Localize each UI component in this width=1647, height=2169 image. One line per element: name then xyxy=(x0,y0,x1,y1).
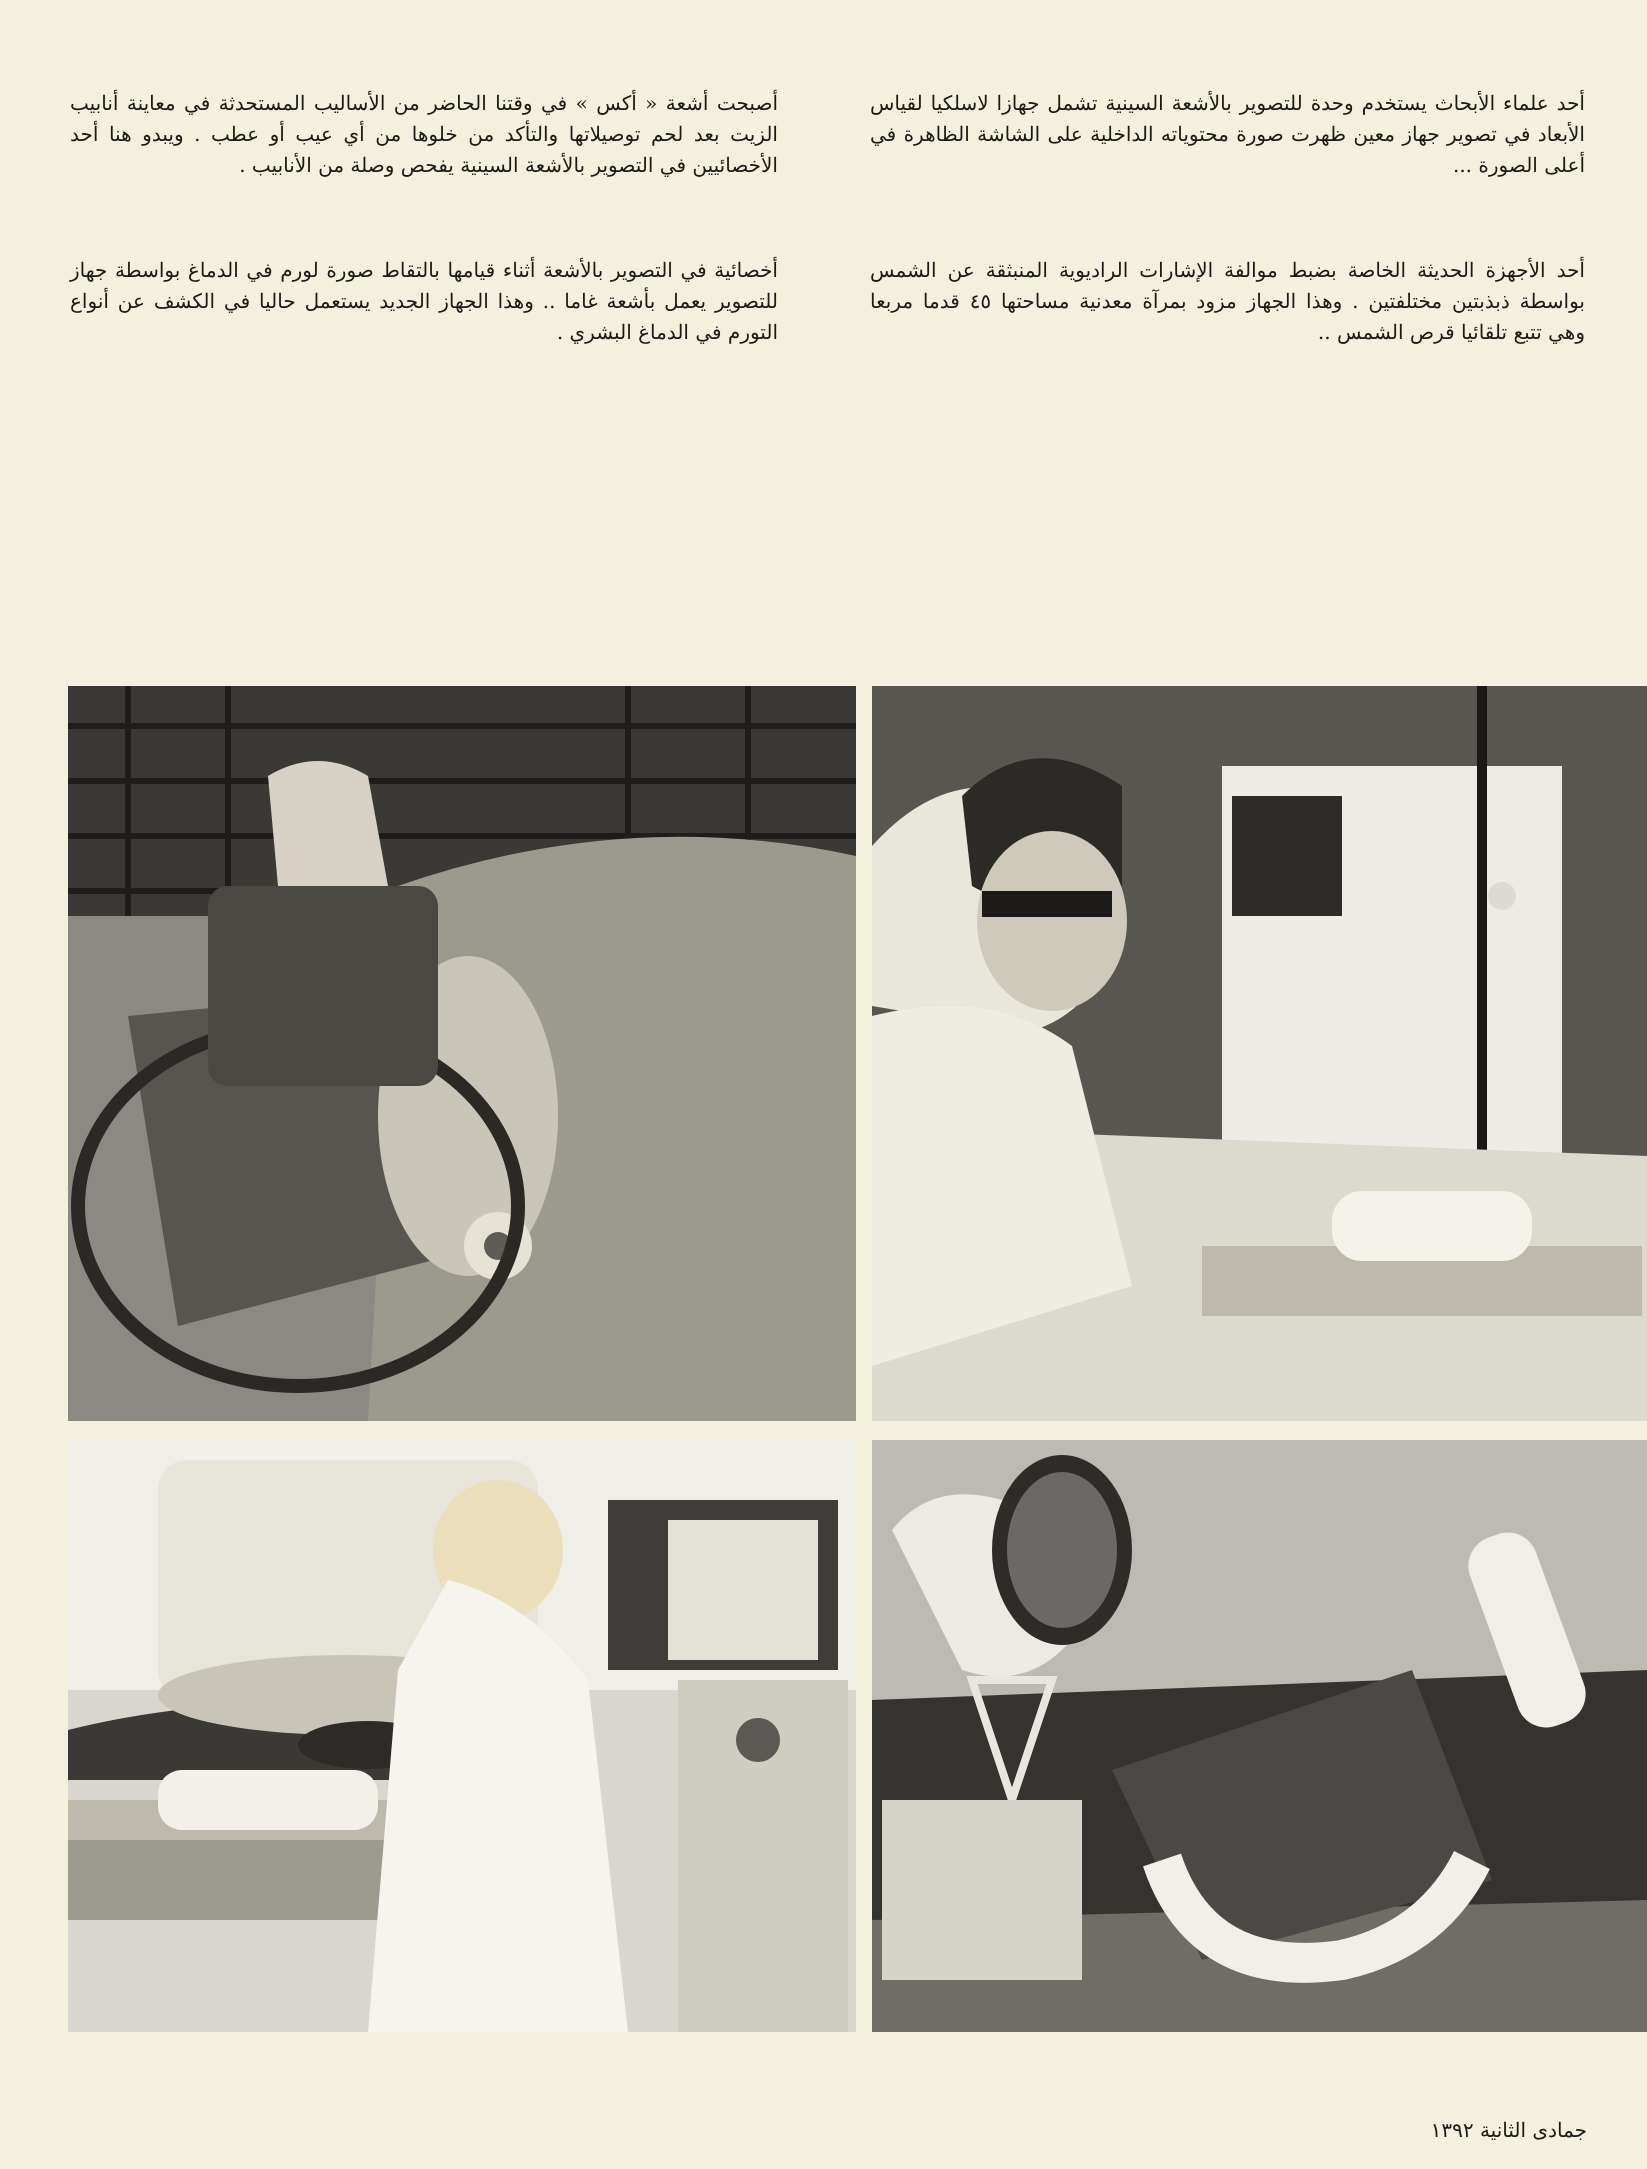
photo-solar-radio-device xyxy=(872,1440,1647,2032)
photo-xray-scientist xyxy=(872,686,1647,1421)
page-footer: جمادى الثانية ١٣٩٢ xyxy=(1430,2118,1587,2142)
caption-pipe-inspection: أصبحت أشعة « أكس » في وقتنا الحاضر من الأساليب المستحدثة في معاينة أنابيب الزيت بعد لحم توصيلاتها والتأكد من خلوها من أي عيب أو عطب . ويبدو هنا أحد الأخصائيين في التصوير بالأشعة السينية يفحص وصلة من الأنابيب . xyxy=(70,91,778,177)
photo-gamma-brain-scan xyxy=(68,1440,856,2032)
caption-solar-radio-device: أحد الأجهزة الحديثة الخاصة بضبط موالفة الإشارات الراديوية المنبثقة عن الشمس بواسطة ذبذبتين مختلفتين . وهذا الجهاز مزود بمرآة معدنية مساحتها ٤٥ قدما مربعا وهي تتبع تلقائيا قرص الشمس .. xyxy=(870,258,1585,344)
caption-gamma-brain-scan: أخصائية في التصوير بالأشعة أثناء قيامها بالتقاط صورة لورم في الدماغ بواسطة جهاز للتصوير يعمل بأشعة غاما .. وهذا الجهاز الجديد يستعمل حاليا في الكشف عن أنواع التورم في الدماغ البشري . xyxy=(70,258,778,344)
caption-xray-scientist: أحد علماء الأبحاث يستخدم وحدة للتصوير بالأشعة السينية تشمل جهازا لاسلكيا لقياس الأبعاد في تصوير جهاز معين ظهرت صورة محتوياته الداخلية على الشاشة الظاهرة في أعلى الصورة ... xyxy=(870,91,1585,177)
photo-pipe-inspection xyxy=(68,686,856,1421)
